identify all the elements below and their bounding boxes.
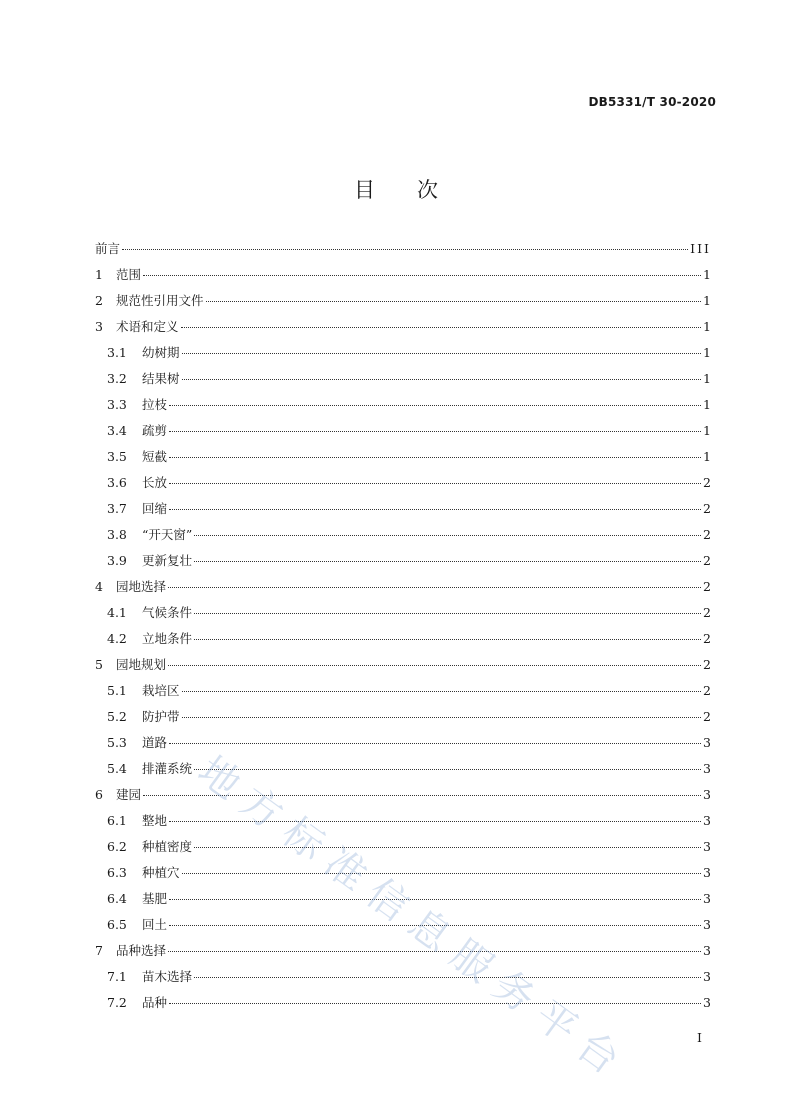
toc-entry-number: 7.2: [107, 995, 127, 1010]
dot-leader: [169, 1002, 701, 1004]
toc-entry-number: 3.2: [107, 371, 127, 386]
dot-leader: [194, 560, 701, 562]
toc-entry-page: 3: [703, 865, 711, 880]
toc-entry[interactable]: [95, 574, 711, 600]
toc-entry[interactable]: [95, 652, 711, 678]
dot-leader: [168, 586, 701, 588]
toc-entry[interactable]: [95, 548, 711, 574]
toc-entry-number: 5.4: [107, 761, 127, 776]
toc-entry-page: 2: [703, 709, 711, 724]
dot-leader: [169, 742, 701, 744]
toc-entry-page: 3: [703, 917, 711, 932]
toc-entry-number: 6.3: [107, 865, 127, 880]
toc-entry[interactable]: [95, 730, 711, 756]
toc-entry-label: 规范性引用文件: [116, 293, 204, 308]
toc-entry-page: 1: [703, 319, 711, 334]
toc-entry-number: 3.1: [107, 345, 127, 360]
toc-entry-page: 3: [703, 813, 711, 828]
toc-entry-page: 2: [703, 527, 711, 542]
toc-entry[interactable]: [95, 860, 711, 886]
toc-entry-label: 幼树期: [142, 345, 180, 360]
toc-entry-number: 6.2: [107, 839, 127, 854]
toc-entry[interactable]: [95, 314, 711, 340]
toc-entry[interactable]: [95, 704, 711, 730]
toc-entry-label: 拉枝: [142, 397, 168, 412]
toc-entry-number: 3.5: [107, 449, 127, 464]
page-title: [0, 174, 792, 204]
footer-page-number: I: [697, 1030, 702, 1045]
toc-entry-label: 园地选择: [116, 579, 167, 594]
toc-entry-page: 2: [703, 579, 711, 594]
toc-entry-page: III: [690, 241, 711, 256]
toc-entry[interactable]: [95, 470, 711, 496]
dot-leader: [181, 326, 702, 328]
toc-entry[interactable]: [95, 288, 711, 314]
toc-entry-page: 1: [703, 423, 711, 438]
dot-leader: [182, 716, 702, 718]
dot-leader: [194, 612, 701, 614]
toc-entry[interactable]: [95, 262, 711, 288]
table-of-contents: [95, 236, 711, 1016]
toc-entry-page: 3: [703, 787, 711, 802]
toc-entry-page: 1: [703, 397, 711, 412]
toc-entry-number: 3.8: [107, 527, 127, 542]
toc-entry-number: 2: [95, 293, 103, 308]
toc-entry[interactable]: [95, 990, 711, 1016]
toc-entry-page: 3: [703, 891, 711, 906]
toc-entry-number: 4: [95, 579, 103, 594]
toc-entry-label: 整地: [142, 813, 168, 828]
toc-entry-page: 3: [703, 735, 711, 750]
toc-entry-number: 3.9: [107, 553, 127, 568]
dot-leader: [194, 846, 701, 848]
dot-leader: [143, 274, 701, 276]
dot-leader: [168, 950, 701, 952]
toc-entry-label: 基肥: [142, 891, 168, 906]
toc-entry-page: 2: [703, 501, 711, 516]
dot-leader: [122, 248, 688, 250]
dot-leader: [169, 508, 701, 510]
toc-entry-label: 立地条件: [142, 631, 193, 646]
toc-entry-label: 防护带: [142, 709, 180, 724]
dot-leader: [169, 430, 701, 432]
dot-leader: [169, 404, 701, 406]
toc-entry-number: 5: [95, 657, 103, 672]
dot-leader: [169, 924, 701, 926]
toc-entry-label: 短截: [142, 449, 168, 464]
toc-entry-label: 范围: [116, 267, 142, 282]
toc-entry-label: 前言: [95, 241, 121, 256]
toc-entry-page: 2: [703, 683, 711, 698]
dot-leader: [182, 378, 702, 380]
toc-entry-label: 种植密度: [142, 839, 193, 854]
toc-entry-label: 术语和定义: [116, 319, 179, 334]
toc-entry-label: 更新复壮: [142, 553, 193, 568]
toc-entry-number: 7: [95, 943, 103, 958]
toc-entry-page: 2: [703, 553, 711, 568]
toc-entry-label: “开天窗”: [142, 527, 193, 542]
toc-entry-number: 1: [95, 267, 103, 282]
toc-entry-number: 5.1: [107, 683, 127, 698]
toc-entry[interactable]: [95, 392, 711, 418]
toc-entry-label: 道路: [142, 735, 168, 750]
dot-leader: [194, 768, 701, 770]
toc-entry-number: 6.1: [107, 813, 127, 828]
dot-leader: [194, 534, 701, 536]
toc-entry-label: 苗木选择: [142, 969, 193, 984]
toc-entry-number: 5.3: [107, 735, 127, 750]
dot-leader: [169, 482, 701, 484]
toc-entry[interactable]: [95, 886, 711, 912]
toc-entry[interactable]: [95, 834, 711, 860]
toc-entry-page: 1: [703, 293, 711, 308]
toc-entry-page: 3: [703, 839, 711, 854]
toc-entry-page: 1: [703, 449, 711, 464]
toc-entry[interactable]: [95, 600, 711, 626]
toc-entry[interactable]: [95, 808, 711, 834]
document-code: DB5331/T 30-2020: [588, 95, 716, 109]
toc-entry-label: 气候条件: [142, 605, 193, 620]
toc-entry-number: 3.6: [107, 475, 127, 490]
toc-entry-label: 品种选择: [116, 943, 167, 958]
toc-entry-page: 2: [703, 475, 711, 490]
toc-entry[interactable]: [95, 522, 711, 548]
watermark: 地方标准信息服务平台: [189, 747, 638, 1091]
toc-entry-page: 3: [703, 943, 711, 958]
toc-entry-number: 6: [95, 787, 103, 802]
toc-entry[interactable]: [95, 340, 711, 366]
toc-entry[interactable]: [95, 964, 711, 990]
toc-entry[interactable]: [95, 626, 711, 652]
toc-entry[interactable]: [95, 366, 711, 392]
toc-entry[interactable]: [95, 912, 711, 938]
toc-entry-number: 3.4: [107, 423, 127, 438]
toc-entry-number: 7.1: [107, 969, 127, 984]
toc-entry-label: 结果树: [142, 371, 180, 386]
toc-entry[interactable]: [95, 756, 711, 782]
dot-leader: [169, 456, 701, 458]
toc-entry-page: 1: [703, 267, 711, 282]
toc-entry-number: 4.2: [107, 631, 127, 646]
toc-entry[interactable]: [95, 938, 711, 964]
dot-leader: [194, 638, 701, 640]
toc-entry-label: 长放: [142, 475, 168, 490]
toc-entry-number: 3.3: [107, 397, 127, 412]
toc-entry[interactable]: [95, 496, 711, 522]
toc-entry-label: 回土: [142, 917, 168, 932]
toc-entry[interactable]: [95, 236, 711, 262]
toc-entry-label: 疏剪: [142, 423, 168, 438]
toc-entry-label: 种植穴: [142, 865, 180, 880]
toc-entry-page: 3: [703, 969, 711, 984]
toc-entry-number: 6.5: [107, 917, 127, 932]
title-char-left: 目: [354, 178, 375, 202]
dot-leader: [168, 664, 701, 666]
toc-entry-page: 1: [703, 371, 711, 386]
dot-leader: [206, 300, 702, 302]
toc-entry-label: 园地规划: [116, 657, 167, 672]
toc-entry-number: 4.1: [107, 605, 127, 620]
toc-entry-page: 3: [703, 761, 711, 776]
toc-entry-label: 建园: [116, 787, 142, 802]
toc-entry-page: 2: [703, 631, 711, 646]
toc-entry-page: 2: [703, 657, 711, 672]
dot-leader: [182, 690, 702, 692]
dot-leader: [169, 898, 701, 900]
toc-entry-number: 6.4: [107, 891, 127, 906]
toc-entry-label: 回缩: [142, 501, 168, 516]
toc-entry-number: 3.7: [107, 501, 127, 516]
dot-leader: [182, 352, 702, 354]
toc-entry-number: 3: [95, 319, 103, 334]
dot-leader: [194, 976, 701, 978]
dot-leader: [169, 820, 701, 822]
title-char-right: 次: [417, 178, 438, 202]
toc-entry-page: 3: [703, 995, 711, 1010]
toc-entry[interactable]: [95, 678, 711, 704]
toc-entry-label: 排灌系统: [142, 761, 193, 776]
toc-entry-page: 2: [703, 605, 711, 620]
toc-entry[interactable]: [95, 782, 711, 808]
toc-entry-label: 栽培区: [142, 683, 180, 698]
toc-entry[interactable]: [95, 444, 711, 470]
toc-entry-number: 5.2: [107, 709, 127, 724]
toc-entry-page: 1: [703, 345, 711, 360]
dot-leader: [143, 794, 701, 796]
toc-entry-label: 品种: [142, 995, 168, 1010]
dot-leader: [182, 872, 702, 874]
toc-entry[interactable]: [95, 418, 711, 444]
